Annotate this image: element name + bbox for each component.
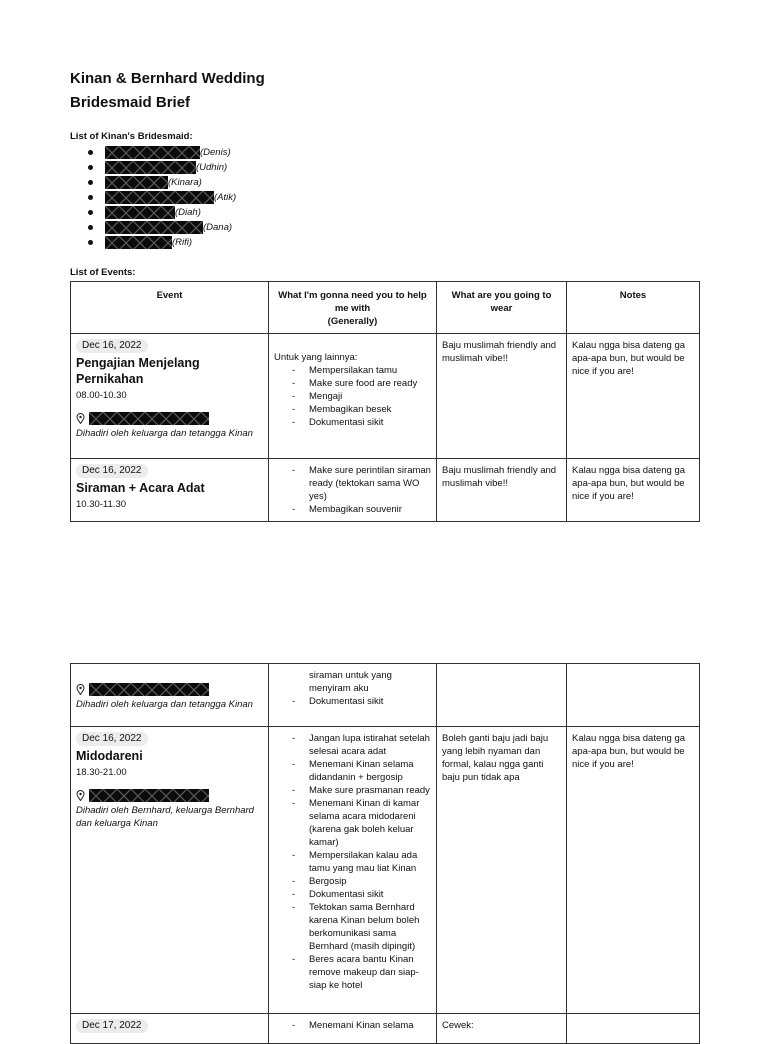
redacted-location[interactable] [89, 789, 209, 802]
event-title: Midodareni [76, 749, 143, 763]
list-item: (Atik) [88, 190, 236, 205]
date-chip[interactable]: Dec 17, 2022 [76, 1019, 148, 1033]
help-list [274, 732, 431, 992]
help-list [274, 1019, 431, 1032]
bullet-icon [88, 150, 93, 155]
event-time: 08.00-10.30 [76, 390, 127, 401]
event-time: 10.30-11.30 [76, 499, 127, 510]
redacted-location[interactable] [89, 683, 209, 696]
list-item: - Bergosip [274, 875, 431, 888]
location-pin-icon [76, 790, 85, 801]
list-item: - Make sure food are ready [274, 377, 431, 390]
redacted-name [105, 146, 200, 159]
list-item: (Kinara) [88, 175, 236, 190]
table-row [71, 334, 700, 459]
bridesmaid-list [88, 145, 236, 250]
table-row [71, 727, 700, 1014]
list-item: - Dokumentasi sikit [274, 888, 431, 901]
event-title: Siraman + Acara Adat [76, 481, 205, 495]
bullet-icon [88, 165, 93, 170]
list-item: - Make sure perintilan siraman ready (tektokan sama WO yes) [274, 464, 431, 503]
help-continued-text: siraman untuk yang menyiram aku [309, 670, 392, 694]
redacted-name [105, 161, 196, 174]
bullet-icon [88, 225, 93, 230]
event-title: Pengajian Menjelang Pernikahan [76, 356, 200, 386]
list-item: - Membagikan besek [274, 403, 431, 416]
list-item: - Menemani Kinan selama [274, 1019, 431, 1032]
redacted-location[interactable] [89, 412, 209, 425]
location-row [76, 412, 263, 425]
bridesmaids-heading: List of Kinan's Bridesmaid: [70, 131, 193, 142]
event-cell [71, 664, 269, 727]
col-header-help: What I'm gonna need you to help me with (Generally) [269, 282, 437, 334]
list-item: - Dokumentasi sikit [274, 695, 431, 708]
list-item: - Tektokan sama Bernhard karena Kinan belum boleh berkomunikasi sama Bernhard (masih dipingit) [274, 901, 431, 953]
table-row [71, 459, 700, 522]
event-attendees: Dihadiri oleh keluarga dan tetangga Kinan [76, 699, 253, 710]
notes-cell: Kalau ngga bisa dateng ga apa-apa bun, but would be nice if you are! [567, 334, 700, 459]
list-item: (Rifi) [88, 235, 236, 250]
list-item: - Beres acara bantu Kinan remove makeup dan siap-siap ke hotel [274, 953, 431, 992]
event-attendees: Dihadiri oleh Bernhard, keluarga Bernhard dan keluarga Kinan [76, 805, 254, 829]
help-cell [269, 334, 437, 459]
wear-cell: Baju muslimah friendly and muslimah vibe!! [437, 334, 567, 459]
list-item: (Udhin) [88, 160, 236, 175]
bullet-icon [88, 240, 93, 245]
list-item: (Dana) [88, 220, 236, 235]
list-item: - Mengaji [274, 390, 431, 403]
help-intro: Untuk yang lainnya: [274, 352, 358, 363]
list-item: - Jangan lupa istirahat setelah selesai acara adat [274, 732, 431, 758]
help-list [274, 364, 431, 429]
notes-cell: Kalau ngga bisa dateng ga apa-apa bun, but would be nice if you are! [567, 727, 700, 1014]
date-chip[interactable]: Dec 16, 2022 [76, 732, 148, 746]
list-item: (Denis) [88, 145, 236, 160]
help-list [274, 695, 431, 708]
list-item: - Membagikan souvenir [274, 503, 431, 516]
help-cell [269, 664, 437, 727]
wear-cell: Cewek: [437, 1014, 567, 1044]
table-row [71, 1014, 700, 1044]
list-item: - Mempersilakan tamu [274, 364, 431, 377]
list-item: - Make sure prasmanan ready [274, 784, 431, 797]
date-chip[interactable]: Dec 16, 2022 [76, 464, 148, 478]
bullet-icon [88, 210, 93, 215]
redacted-name [105, 221, 203, 234]
notes-cell [567, 1014, 700, 1044]
wear-cell: Boleh ganti baju jadi baju yang lebih nyaman dan formal, kalau ngga ganti baju pun tidak apa [437, 727, 567, 1014]
col-header-event: Event [71, 282, 269, 334]
redacted-name [105, 206, 175, 219]
event-attendees: Dihadiri oleh keluarga dan tetangga Kinan [76, 428, 253, 439]
location-pin-icon [76, 413, 85, 424]
bullet-icon [88, 180, 93, 185]
wear-cell: Baju muslimah friendly and muslimah vibe!! [437, 459, 567, 522]
help-cell [269, 727, 437, 1014]
list-item: - Menemani Kinan di kamar selama acara midodareni (karena gak boleh keluar kamar) [274, 797, 431, 849]
events-table-continued [70, 663, 700, 1044]
notes-cell: Kalau ngga bisa dateng ga apa-apa bun, but would be nice if you are! [567, 459, 700, 522]
event-cell [71, 1014, 269, 1044]
event-cell [71, 459, 269, 522]
redacted-name [105, 236, 172, 249]
col-header-notes: Notes [567, 282, 700, 334]
events-table [70, 281, 700, 522]
wear-cell [437, 664, 567, 727]
redacted-name [105, 191, 214, 204]
location-row [76, 789, 263, 802]
table-row [71, 664, 700, 727]
list-item: (Diah) [88, 205, 236, 220]
doc-subtitle: Bridesmaid Brief [70, 94, 191, 111]
redacted-name [105, 176, 168, 189]
list-item: - Dokumentasi sikit [274, 416, 431, 429]
events-heading: List of Events: [70, 267, 136, 278]
help-list [274, 464, 431, 516]
col-header-wear: What are you going to wear [437, 282, 567, 334]
notes-cell [567, 664, 700, 727]
list-item: - Mempersilakan kalau ada tamu yang mau liat Kinan [274, 849, 431, 875]
event-cell [71, 727, 269, 1014]
event-cell [71, 334, 269, 459]
list-item: - Menemani Kinan selama didandanin + bergosip [274, 758, 431, 784]
bullet-icon [88, 195, 93, 200]
location-row [76, 683, 263, 696]
date-chip[interactable]: Dec 16, 2022 [76, 339, 148, 353]
help-cell [269, 459, 437, 522]
doc-title: Kinan & Bernhard Wedding [70, 70, 265, 87]
location-pin-icon [76, 684, 85, 695]
help-cell [269, 1014, 437, 1044]
table-header-row [71, 282, 700, 334]
event-time: 18.30-21.00 [76, 767, 127, 778]
